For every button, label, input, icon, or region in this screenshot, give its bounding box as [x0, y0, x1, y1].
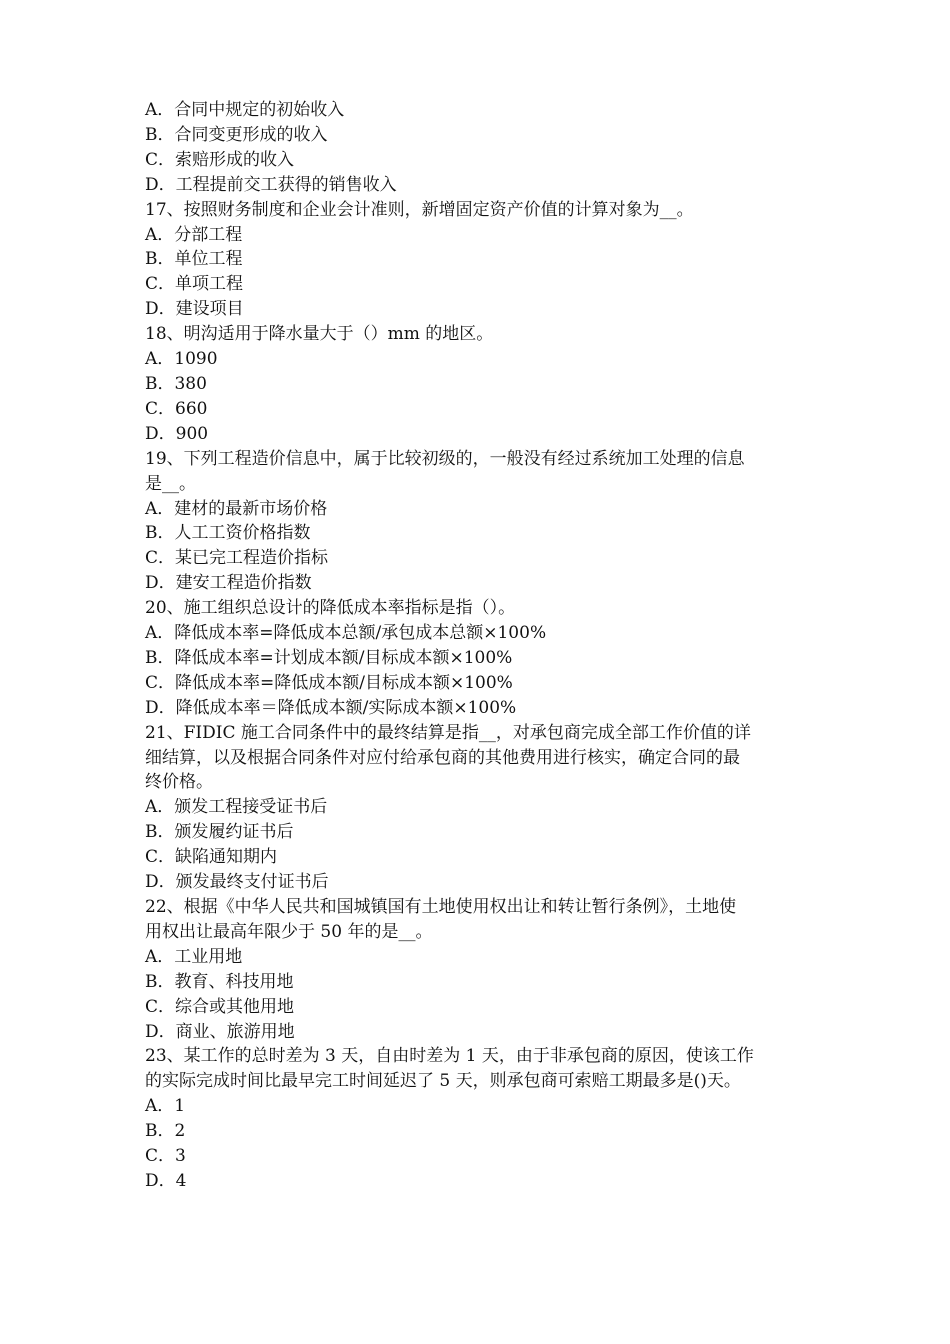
question-list	[145, 98, 810, 1194]
question-line: 19、下列工程造价信息中，属于比较初级的，一般没有经过系统加工处理的信息	[145, 448, 745, 469]
option-line: B．教育、科技用地	[145, 971, 294, 992]
question-line: 20、施工组织总设计的降低成本率指标是指（）。	[145, 598, 516, 619]
question-line: 细结算，以及根据合同条件对应付给承包商的其他费用进行核实，确定合同的最	[145, 747, 740, 768]
option-line: C．索赔形成的收入	[145, 149, 295, 170]
option-line: D．建设项目	[145, 299, 244, 320]
question-line: 23、某工作的总时差为 3 天，自由时差为 1 天，由于非承包商的原因，使该工作	[145, 1046, 754, 1067]
option-line: B．降低成本率=计划成本额/目标成本额×100%	[145, 647, 513, 668]
option-line: C．降低成本率=降低成本额/目标成本额×100%	[145, 672, 513, 693]
option-line: C．3	[145, 1146, 186, 1167]
option-line: B．单位工程	[145, 249, 243, 270]
question-line: 用权出让最高年限少于 50 年的是__。	[145, 921, 433, 942]
option-line: D．降低成本率＝降低成本额/实际成本额×100%	[145, 697, 517, 718]
question-line: 终价格。	[145, 772, 213, 793]
question-line: 18、明沟适用于降水量大于（）mm 的地区。	[145, 324, 494, 345]
option-line: A．1090	[145, 349, 218, 370]
question-line: 的实际完成时间比最早完工时间延迟了 5 天，则承包商可索赔工期最多是()天。	[145, 1071, 741, 1092]
option-line: A．合同中规定的初始收入	[145, 100, 345, 120]
option-line: A．颁发工程接受证书后	[145, 797, 328, 818]
option-line: D．900	[145, 423, 209, 444]
option-line: C．单项工程	[145, 274, 244, 295]
option-line: B．2	[145, 1121, 186, 1142]
question-line: 是__。	[145, 473, 196, 494]
option-line: D．4	[145, 1170, 187, 1191]
option-line: C．综合或其他用地	[145, 996, 295, 1017]
option-line: D．颁发最终支付证书后	[145, 872, 329, 893]
option-line: D．工程提前交工获得的销售收入	[145, 174, 397, 195]
question-line: 17、按照财务制度和企业会计准则，新增固定资产价值的计算对象为__。	[145, 199, 694, 220]
option-line: D．建安工程造价指数	[145, 573, 312, 594]
option-line: C．某已完工程造价指标	[145, 548, 329, 569]
option-line: B．颁发履约证书后	[145, 822, 294, 843]
option-line: D．商业、旅游用地	[145, 1021, 295, 1042]
option-line: A．分部工程	[145, 224, 243, 245]
question-line: 22、根据《中华人民共和国城镇国有土地使用权出让和转让暂行条例》，土地使	[145, 897, 737, 917]
option-line: C．缺陷通知期内	[145, 847, 278, 868]
option-line: A．降低成本率=降低成本总额/承包成本总额×100%	[145, 623, 547, 644]
option-line: A．建材的最新市场价格	[145, 498, 328, 519]
option-line: B．合同变更形成的收入	[145, 124, 328, 145]
option-line: A．工业用地	[145, 946, 243, 967]
option-line: A．1	[145, 1096, 186, 1117]
option-line: B．380	[145, 373, 207, 394]
option-line: C．660	[145, 398, 208, 419]
question-line: 21、FIDIC 施工合同条件中的最终结算是指__，对承包商完成全部工作价值的详	[145, 722, 751, 743]
option-line: B．人工工资价格指数	[145, 523, 311, 544]
